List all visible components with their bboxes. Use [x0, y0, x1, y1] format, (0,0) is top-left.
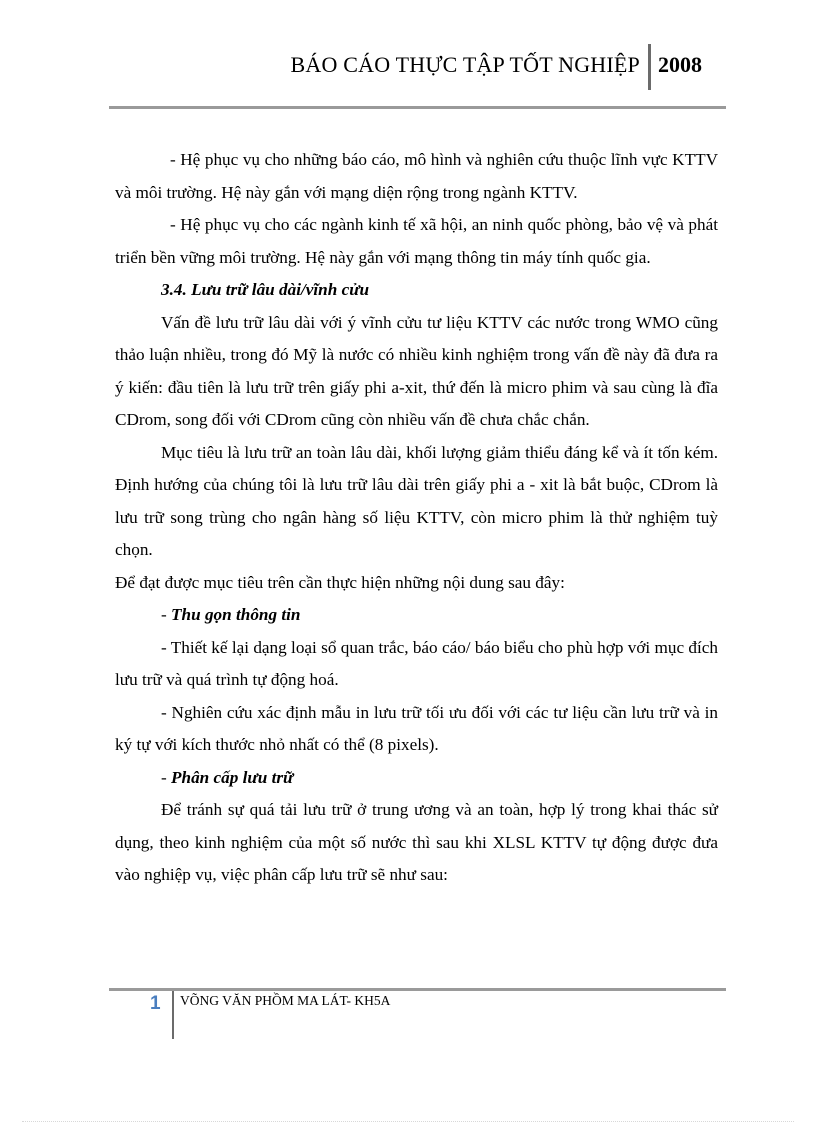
subheading-phan-cap [115, 762, 718, 795]
paragraph-bullet-2: - Hệ phục vụ cho các ngành kinh tế xã hội, an ninh quốc phòng, bảo vệ và phát triển bền vững môi trường. Hệ này gắn với mạng thông tin máy tính quốc gia. [115, 215, 718, 267]
paragraph-6: Để tránh sự quá tải lưu trữ ở trung ương và an toàn, hợp lý trong khai thác sử dụng, theo kinh nghiệm của một số nước thì sau khi XLSL KTTV tự động được đưa vào nghiệp vụ, việc phân cấp lưu trữ sẽ như sau: [115, 800, 718, 884]
section-heading: 3.4. Lưu trữ lâu dài/vĩnh cửu [161, 280, 370, 299]
footer-separator [172, 991, 174, 1039]
header-title: BÁO CÁO THỰC TẬP TỐT NGHIỆP [290, 52, 640, 77]
footer-rule [109, 988, 726, 991]
page-bottom-edge [22, 1121, 794, 1122]
subheading-dash: - [161, 767, 172, 787]
page-number: 1 [150, 993, 161, 1014]
body-text [115, 144, 718, 892]
paragraph-bullet-1: - Hệ phục vụ cho những báo cáo, mô hình và nghiên cứu thuộc lĩnh vực KTTV và môi trường. Hệ này gắn với mạng diện rộng trong ngành KTTV. [115, 150, 718, 202]
paragraph-1: Vấn đề lưu trữ lâu dài với ý vĩnh cửu tư liệu KTTV các nước trong WMO cũng thảo luận nhiều, trong đó Mỹ là nước có nhiều kinh nghiệm trong vấn đề này đã đưa ra ý kiến: đầu tiên là lưu trữ trên giấy phi a-xit, thứ đến là micro phim và sau cùng là đĩa CDrom, song đối với CDrom cũng còn nhiều vấn đề chưa chắc chắn. [115, 312, 718, 429]
paragraph-2: Mục tiêu là lưu trữ an toàn lâu dài, khối lượng giảm thiểu đáng kể và ít tốn kém. Định hướng của chúng tôi là lưu trữ lâu dài trên giấy phi a - xit là bắt buộc, CDrom là lưu trữ song trùng cho ngân hàng số liệu KTTV, còn micro phim là thử nghiệm tuỳ chọn. [115, 442, 718, 559]
paragraph-4: - Thiết kế lại dạng loại sổ quan trắc, báo cáo/ báo biểu cho phù hợp với mục đích lưu trữ và quá trình tự động hoá. [115, 637, 718, 689]
subheading-phan-cap-label: Phân cấp lưu trữ [171, 767, 294, 787]
subheading-dash: - [161, 605, 172, 624]
subheading-thu-gon [115, 599, 718, 632]
header-separator [648, 44, 651, 90]
paragraph-5: - Nghiên cứu xác định mẫu in lưu trữ tối ưu đối với các tư liệu cần lưu trữ và in ký tự với kích thước nhỏ nhất có thể (8 pixels). [115, 702, 718, 754]
header-year: 2008 [658, 52, 702, 77]
header-rule [109, 106, 726, 109]
paragraph-3: Để đạt được mục tiêu trên cần thực hiện những nội dung sau đây: [115, 572, 565, 592]
subheading-thu-gon-label: Thu gọn thông tin [171, 605, 301, 624]
footer-text: VÕNG VĂN PHỒM MA LÁT- KH5A [180, 993, 391, 1008]
